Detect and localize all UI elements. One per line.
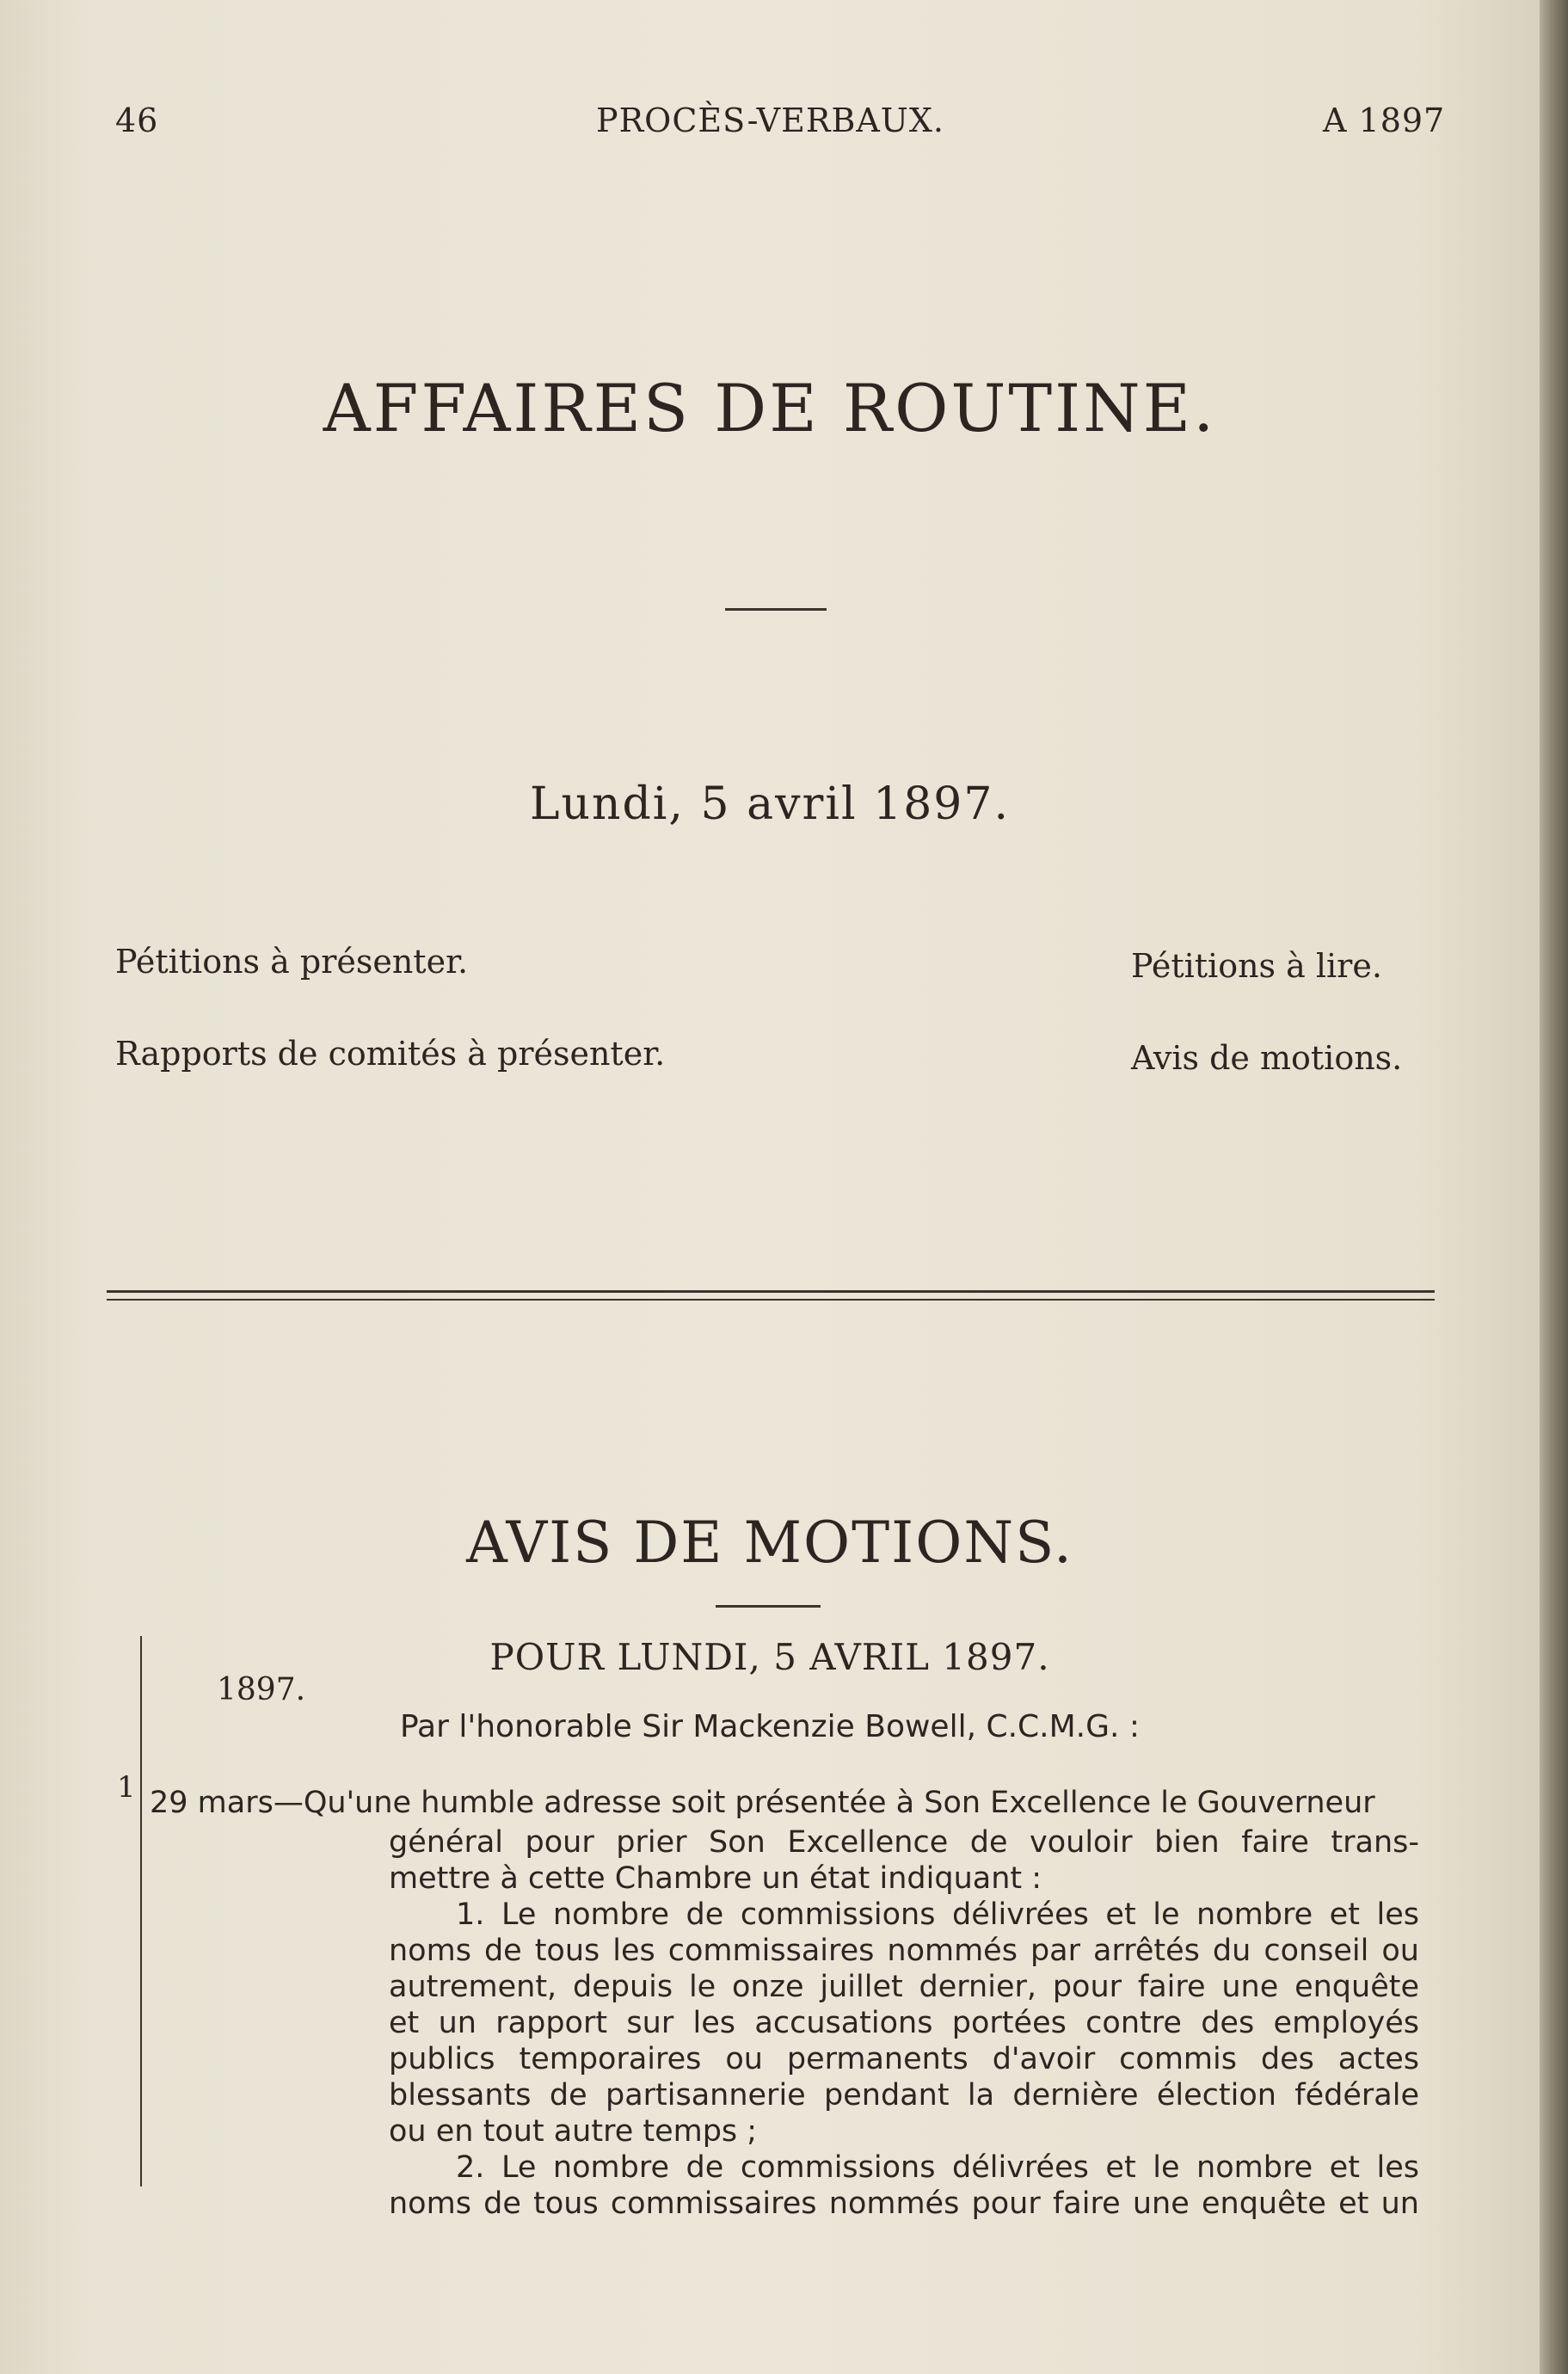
motions-title: AVIS DE MOTIONS. — [466, 1510, 1073, 1576]
routine-item-left-2: Rapports de comités à présenter. — [115, 1035, 666, 1073]
running-title: PROCÈS-VERBAUX. — [596, 101, 944, 139]
section-divider — [107, 1290, 1435, 1301]
motion-line: 2. Le nombre de commissions délivrées et le nombre et les — [456, 2150, 1419, 2185]
binding-edge — [1540, 0, 1568, 2374]
motion-line: mettre à cette Chambre un état indiquant : — [389, 1861, 1042, 1896]
title-separator — [725, 608, 827, 611]
margin-year: 1897. — [217, 1672, 306, 1707]
motions-subtitle: POUR LUNDI, 5 AVRIL 1897. — [489, 1636, 1050, 1678]
motions-separator — [716, 1605, 821, 1608]
motion-line: autrement, depuis le onze juillet dernier, pour faire une enquête — [389, 1970, 1419, 2004]
motion-first-line: 29 mars—Qu'une humble adresse soit présentée à Son Excellence le Gouverneur — [150, 1786, 1375, 1820]
motion-line: et un rapport sur les accusations portées contre des employés — [389, 2006, 1419, 2040]
margin-rule — [140, 1636, 142, 2186]
motion-line: 1. Le nombre de commissions délivrées et le nombre et les — [456, 1897, 1419, 1932]
motion-number: 1 — [117, 1770, 136, 1805]
motion-sponsor: Par l'honorable Sir Mackenzie Bowell, C.C.M.G. : — [399, 1709, 1141, 1744]
motion-line: ou en tout autre temps ; — [389, 2114, 758, 2149]
header-year: A 1897 — [1323, 101, 1446, 139]
routine-item-right-1: Pétitions à lire. — [1131, 947, 1382, 985]
sitting-date: Lundi, 5 avril 1897. — [530, 778, 1010, 830]
motion-line: noms de tous commissaires nommés pour faire une enquête et un — [389, 2186, 1419, 2221]
motion-line: général pour prier Son Excellence de vouloir bien faire trans- — [389, 1825, 1419, 1860]
motion-line: noms de tous les commissaires nommés par arrêtés du conseil ou — [389, 1934, 1419, 1968]
routine-item-right-2: Avis de motions. — [1131, 1039, 1403, 1077]
motion-line: publics temporaires ou permanents d'avoir commis des actes — [389, 2042, 1419, 2076]
routine-title: AFFAIRES DE ROUTINE. — [323, 370, 1217, 446]
page-number: 46 — [115, 101, 159, 139]
motion-line: blessants de partisannerie pendant la dernière élection fédérale — [389, 2078, 1419, 2113]
routine-item-left-1: Pétitions à présenter. — [115, 943, 469, 981]
